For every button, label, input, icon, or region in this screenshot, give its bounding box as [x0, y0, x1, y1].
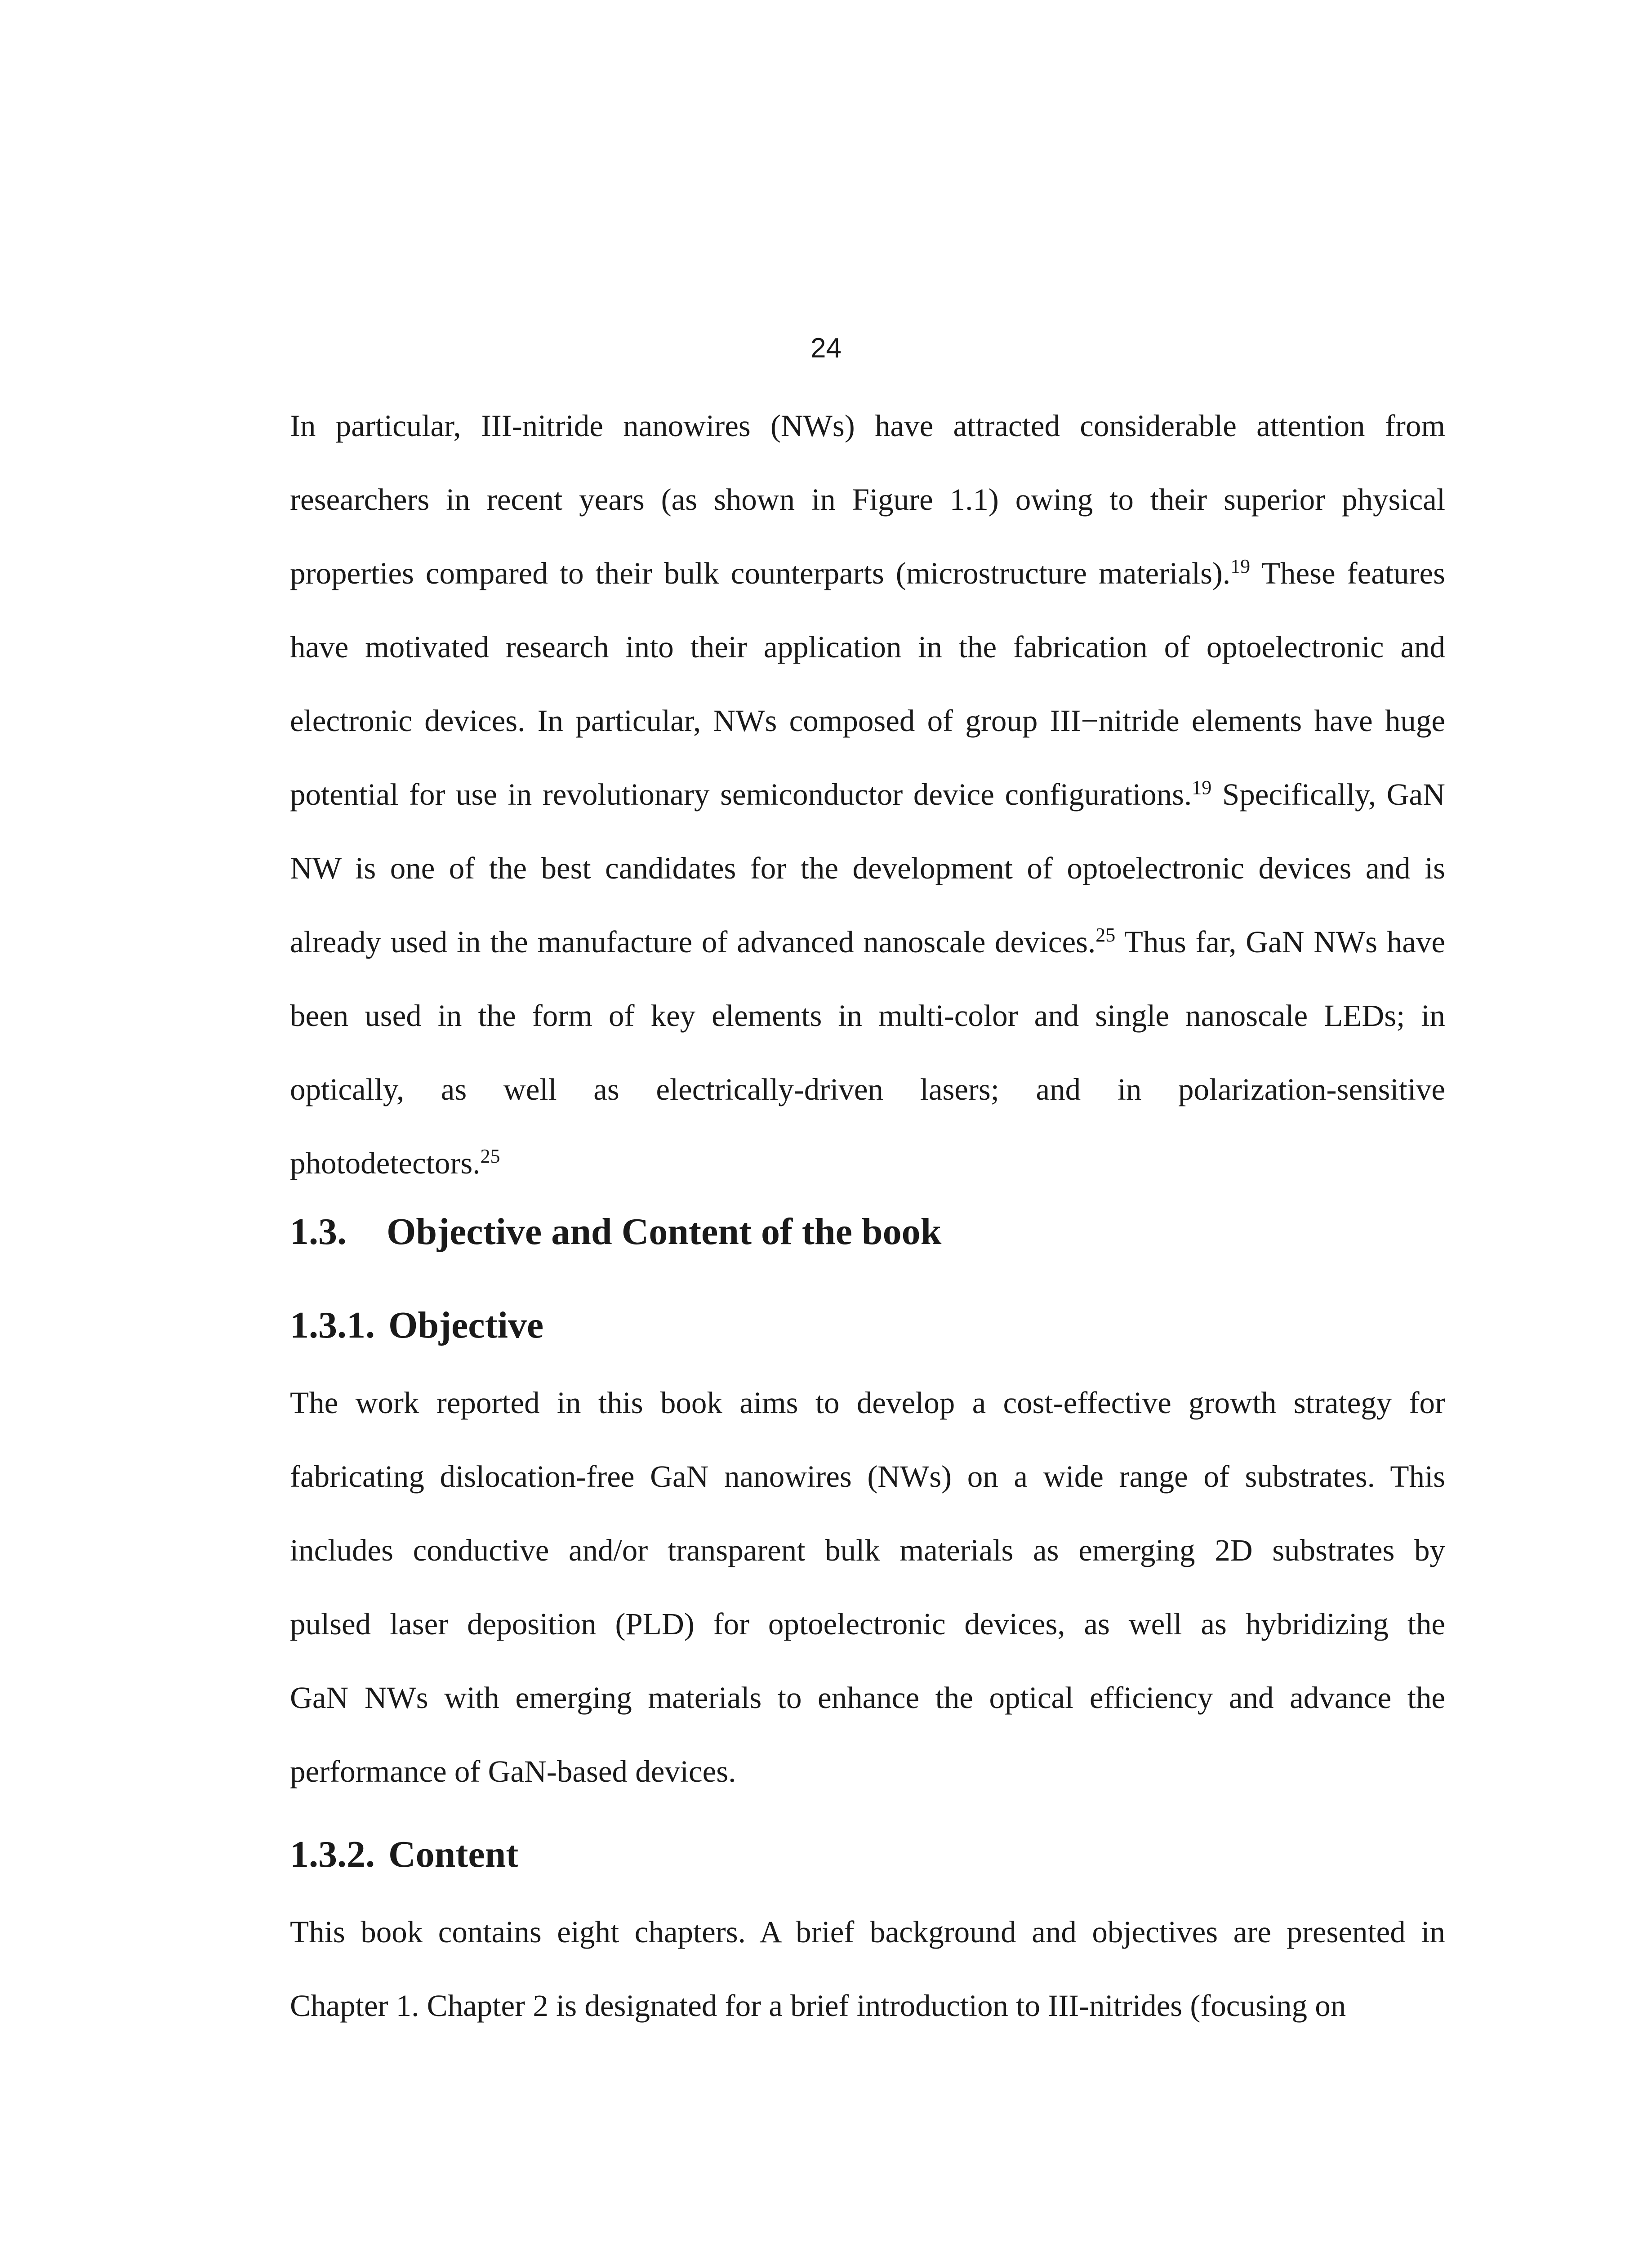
section-number: 1.3. [290, 1211, 347, 1253]
paragraph-line: researchers in recent years (as shown in Figure 1.1) owing to their superior physical [290, 482, 1445, 517]
paragraph-line: potential for use in revolutionary semiconductor device configurations.$^{19}$ Specifically, GaN [290, 776, 1445, 812]
paragraph-line: fabricating dislocation-free GaN nanowires (NWs) on a wide range of substrates. This [290, 1459, 1445, 1494]
paragraph-line: already used in the manufacture of advanced nanoscale devices.$^{25}$ Thus far, GaN NWs have [290, 924, 1446, 959]
section-number: 1.3.2. [290, 1833, 375, 1875]
paragraph-line: photodetectors.$^{25}$ [290, 1145, 500, 1180]
paragraph-line: been used in the form of key elements in multi-color and single nanoscale LEDs; in [290, 999, 1445, 1033]
citation-ref: 25 [1095, 924, 1116, 946]
paragraph-line: The work reported in this book aims to develop a cost-effective growth strategy for [290, 1386, 1445, 1420]
section-heading-1-3-2 [290, 1828, 518, 1882]
paragraph-line: Chapter 1. Chapter 2 is designated for a brief introduction to III-nitrides (focusing on [290, 1989, 1346, 2023]
paragraph-line: pulsed laser deposition (PLD) for optoelectronic devices, as well as hybridizing the [290, 1607, 1445, 1641]
paragraph-line: properties compared to their bulk counterparts (microstructure materials).$^{19}$ These features [290, 555, 1446, 590]
paragraph-line: NW is one of the best candidates for the development of optoelectronic devices and is [290, 851, 1445, 885]
citation-ref: 19 [1230, 555, 1251, 577]
page-number: 24 [810, 333, 842, 364]
paragraph-content [290, 1895, 1445, 2043]
section-title: Objective and Content of the book [387, 1211, 942, 1253]
paragraph-line: This book contains eight chapters. A brief background and objectives are presented in [290, 1915, 1445, 1949]
citation-ref: 25 [480, 1145, 500, 1167]
paragraph-objective [290, 1366, 1445, 1808]
section-title: Objective [388, 1304, 544, 1346]
citation-ref: 19 [1192, 776, 1212, 798]
paragraph-line: includes conductive and/or transparent bulk materials as emerging 2D substrates by [290, 1533, 1445, 1567]
section-title: Content [388, 1833, 519, 1875]
section-heading-1-3-1 [290, 1298, 543, 1352]
paragraph-line: optically, as well as electrically-driven lasers; and in polarization-sensitive [290, 1072, 1445, 1106]
paragraph-nanowires-intro [290, 389, 1445, 1200]
paragraph-line: performance of GaN-based devices. [290, 1754, 736, 1789]
paragraph-line: have motivated research into their application in the fabrication of optoelectronic and [290, 630, 1445, 664]
paragraph-line: GaN NWs with emerging materials to enhance the optical efficiency and advance the [290, 1681, 1445, 1715]
section-heading-1-3 [290, 1205, 941, 1259]
section-number: 1.3.1. [290, 1304, 375, 1346]
paragraph-line: electronic devices. In particular, NWs composed of group III−nitride elements have huge [290, 704, 1445, 738]
paragraph-line: In particular, III-nitride nanowires (NWs) have attracted considerable attention from [290, 409, 1445, 443]
